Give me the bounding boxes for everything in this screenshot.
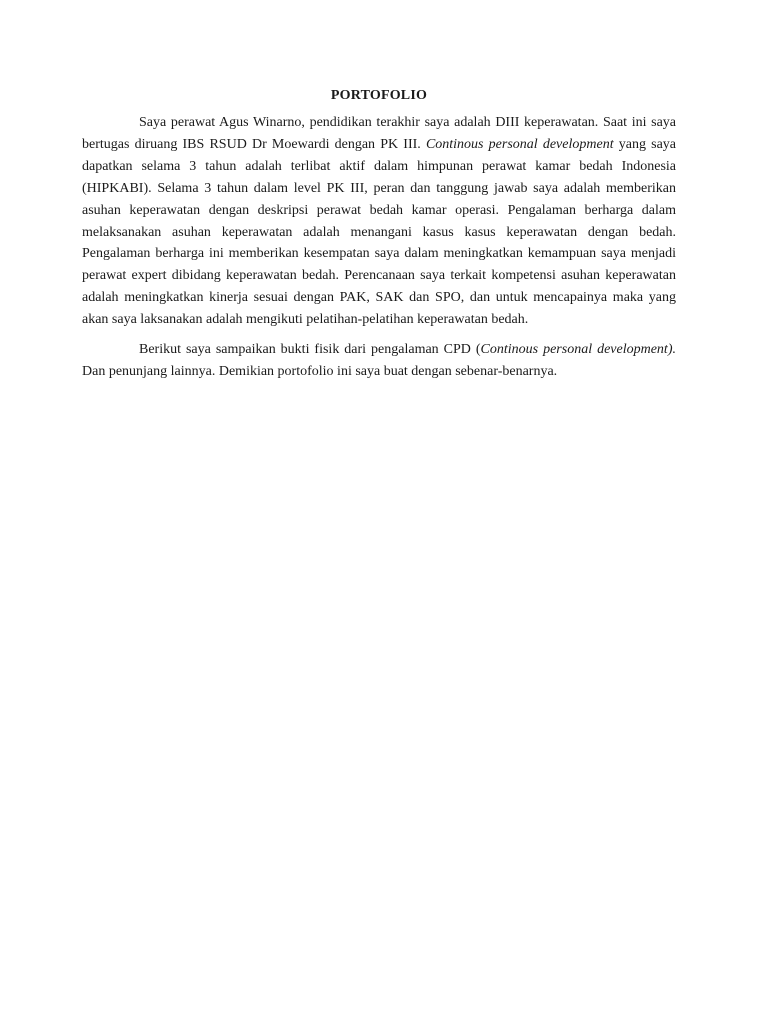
paragraph-1: [82, 112, 676, 331]
paragraph-1-text-b: yang saya dapatkan selama 3 tahun adalah terlibat aktif dalam himpunan perawat kamar bedah Indonesia (HIPKABI). Selama 3 tahun dalam level PK III, peran dan tanggung jawab saya adalah memberikan asuhan keperawatan dengan deskripsi perawat bedah kamar operasi. Pengalaman berharga dalam melaksanakan asuhan keperawatan adalah menangani kasus kasus keperawatan dengan bedah. Pengalaman berharga ini memberikan kesempatan saya dalam meningkatkan kemampuan saya menjadi perawat expert dibidang keperawatan bedah. Perencanaan saya terkait kompetensi asuhan keperawatan adalah meningkatkan kinerja sesuai dengan PAK, SAK dan SPO, dan untuk mencapainya maka yang akan saya laksanakan adalah mengikuti pelatihan-pelatihan keperawatan bedah.: [82, 136, 676, 328]
paragraph-2-text-a: Berikut saya sampaikan bukti fisik dari pengalaman CPD (: [139, 342, 481, 358]
document-body: [82, 84, 676, 383]
paragraph-2-italic-term: Continous personal development).: [480, 342, 676, 358]
paragraph-2: [82, 339, 676, 383]
document-title: PORTOFOLIO: [330, 88, 428, 103]
paragraph-1-text-a: Saya perawat Agus Winarno, pendidikan terakhir saya adalah DIII keperawatan. Saat ini saya bertugas diruang IBS RSUD Dr Moewardi dengan PK III.: [82, 115, 676, 152]
paragraph-1-italic-term: Continous personal development: [425, 136, 614, 152]
paragraph-2-text-b: Dan penunjang lainnya. Demikian portofolio ini saya buat dengan sebenar-benarnya.: [82, 363, 558, 379]
